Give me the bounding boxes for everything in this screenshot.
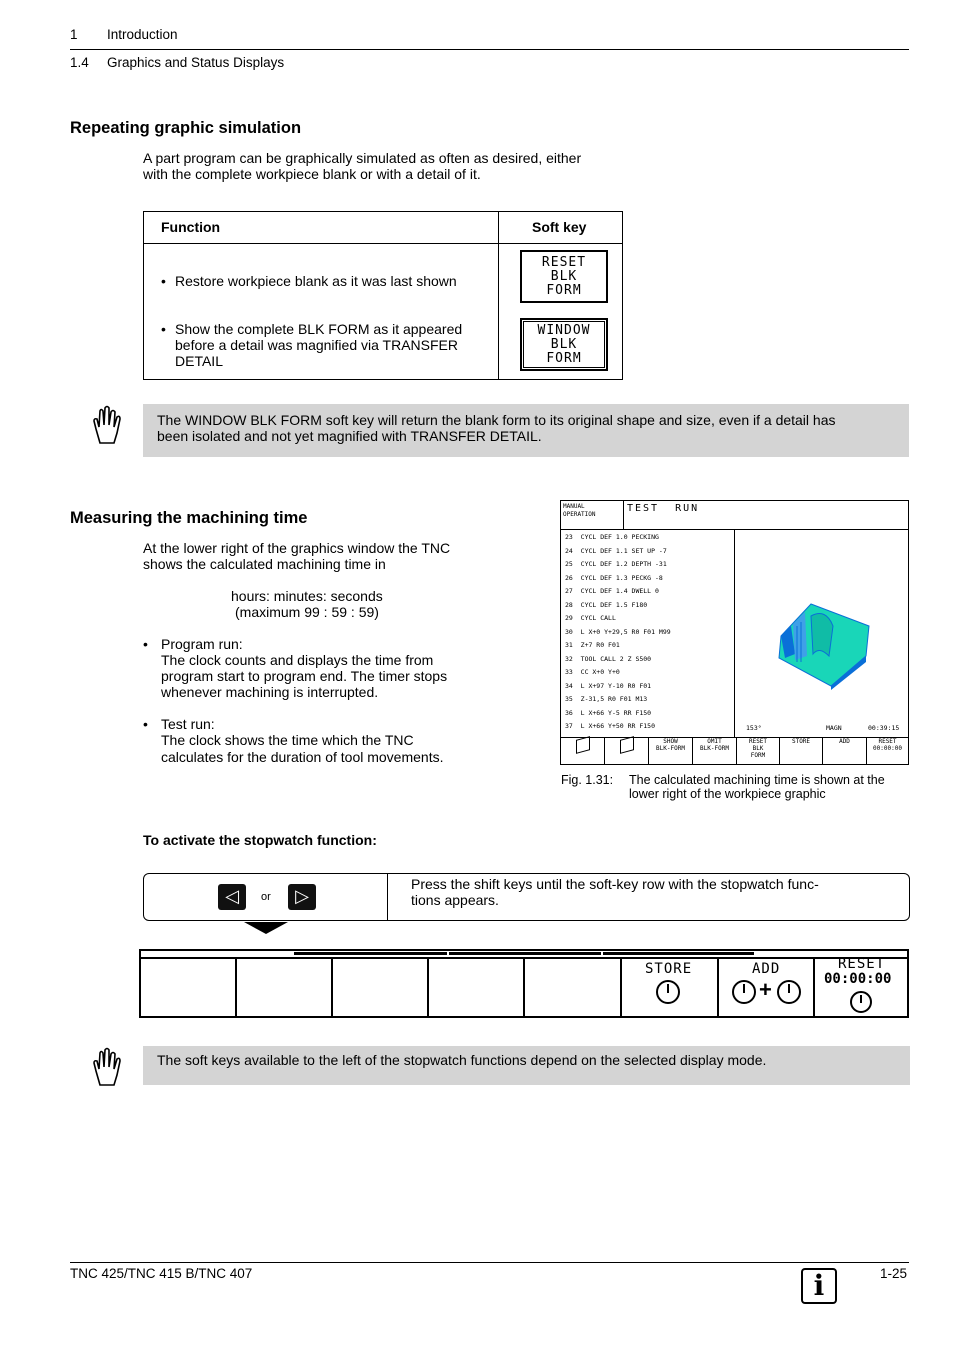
chapter-title: Introduction [107, 27, 178, 42]
instruction-line2: tions appears. [411, 892, 499, 908]
figure-softkey-label: ADD [839, 738, 850, 745]
figure-softkey-label: SHOW [663, 738, 678, 745]
program-line: 28 CYCL DEF 1.5 F180 [565, 600, 648, 609]
view-cube-icon [576, 736, 590, 754]
bar-gap [447, 951, 449, 956]
program-line: 30 L X+0 Y+29,5 R0 F01 M99 [565, 627, 671, 636]
figure-softkey-label: BLK-FORM [656, 745, 685, 752]
tnc-screen-figure [560, 500, 909, 765]
figure-softkey-label: 00:00:00 [873, 745, 902, 752]
shift-right-key[interactable]: ▷ [288, 884, 316, 910]
title-divider [623, 501, 624, 529]
function-table [143, 211, 623, 380]
window-blk-form-softkey[interactable] [520, 318, 608, 371]
program-line: 35 Z-31,5 R0 F01 M13 [565, 695, 648, 703]
measure-p1-line1: At the lower right of the graphics window the TNC [143, 540, 451, 556]
reset-label: RESET [838, 956, 886, 972]
figure-softkey[interactable] [692, 738, 736, 765]
softkey-label-line: FORM [546, 351, 582, 366]
figure-softkey[interactable] [822, 738, 866, 765]
program-run-line2: program start to program end. The timer stops [161, 668, 448, 684]
activate-heading: To activate the stopwatch function: [143, 832, 377, 848]
footer-rule [70, 1262, 909, 1263]
mode-line1: MANUAL [563, 503, 585, 510]
figure-softkey[interactable] [866, 738, 908, 765]
program-run-title: Program run: [161, 636, 243, 652]
figure-softkey[interactable] [779, 738, 822, 765]
figure-softkey[interactable] [561, 738, 604, 765]
figure-softkey-label: FORM [750, 752, 766, 759]
program-line: 36 L X+66 Y-5 RR F150 [565, 708, 652, 717]
table-header-function: Function [161, 219, 221, 235]
empty-softkey-3[interactable] [427, 959, 523, 1016]
program-run-line1: The clock counts and displays the time from [161, 652, 434, 668]
shift-left-key[interactable]: ◁ [218, 884, 246, 910]
mode-label [563, 503, 596, 519]
program-line: 33 CC X+0 Y+0 [565, 668, 620, 676]
row2-function-line3: DETAIL [175, 353, 223, 369]
instruction-line1: Press the shift keys until the soft-key row with the stopwatch func- [411, 876, 819, 892]
empty-softkey-4[interactable] [523, 959, 620, 1016]
bar-gap [601, 951, 603, 956]
stopwatch-softkey-row [139, 949, 909, 1018]
reset-clock-icon [850, 991, 872, 1013]
empty-softkey-2[interactable] [331, 959, 427, 1016]
header-rule [70, 49, 909, 50]
shift-keys-instruction-box [143, 873, 910, 921]
figure-caption-line1: The calculated machining time is shown at the [629, 773, 885, 787]
figure-softkey[interactable] [736, 738, 779, 765]
reset-time-label: 00:00:00 [824, 971, 892, 987]
program-line: 29 CYCL CALL [565, 614, 616, 622]
store-label: STORE [645, 961, 693, 977]
test-run-line2: calculates for the duration of tool movements. [161, 749, 444, 765]
add-label: ADD [752, 961, 781, 977]
program-line: 24 CYCL DEF 1.1 SET UP -7 [565, 546, 667, 555]
program-line: 34 L X+97 Y-10 R0 F01 [565, 681, 652, 690]
figure-softkey-label: STORE [791, 738, 811, 745]
time-format-line2: (maximum 99 : 59 : 59) [235, 604, 379, 620]
softkey-label-line: BLK [550, 337, 578, 352]
section-number: 1.4 [70, 55, 89, 70]
program-line: 32 TOOL CALL 2 Z S500 [565, 654, 652, 663]
chapter-number: 1 [70, 27, 78, 42]
arrow-down-icon [244, 922, 288, 934]
note-window-blk-form [143, 404, 909, 457]
table-header-softkey: Soft key [532, 219, 587, 235]
empty-softkey-1[interactable] [235, 959, 331, 1016]
softkey-label-line: BLK [550, 269, 578, 284]
repeat-intro-line2: with the complete workpiece blank or with a detail of it. [143, 166, 481, 182]
test-run-line1: The clock shows the time which the TNC [161, 732, 414, 748]
view-cube-icon [620, 736, 634, 754]
view-angle: 153° [746, 724, 762, 732]
test-run-title: Test run: [161, 716, 215, 732]
note-line1: The WINDOW BLK FORM soft key will return the blank form to its original shape and size, even if a detail has [157, 412, 836, 428]
softkey-label-line: FORM [546, 283, 582, 298]
softkey-row-top-bar [294, 952, 754, 955]
table-divider [498, 212, 499, 379]
program-run-line3: whenever machining is interrupted. [161, 684, 379, 700]
program-line: 27 CYCL DEF 1.4 DWELL 0 [565, 587, 659, 595]
figure-softkey[interactable] [604, 738, 648, 765]
note-hand-icon [90, 405, 124, 445]
mode-line2: OPERATION [563, 511, 596, 518]
program-line: 26 CYCL DEF 1.3 PECKG -8 [565, 573, 663, 582]
plus-icon: + [759, 977, 772, 1002]
section-title: Graphics and Status Displays [107, 55, 285, 70]
figure-softkey-label: OMIT [707, 738, 722, 745]
figure-caption-number: Fig. 1.31: [561, 773, 614, 787]
figure-softkey-label: BLK-FORM [700, 745, 729, 752]
program-line: 31 Z+7 R0 F01 [565, 641, 620, 649]
magn-label: MAGN [826, 724, 842, 732]
or-label: or [261, 891, 271, 903]
figure-softkey-label: BLK [752, 745, 764, 752]
repeat-intro-line1: A part program can be graphically simulated as often as desired, either [143, 150, 582, 166]
row1-function-text: Restore workpiece blank as it was last shown [175, 273, 457, 289]
footer-models: TNC 425/TNC 415 B/TNC 407 [70, 1266, 253, 1281]
program-line: 37 L X+66 Y+50 RR F150 [565, 722, 656, 730]
program-line: 25 CYCL DEF 1.2 DEPTH -31 [565, 560, 667, 568]
note-hand-icon [90, 1047, 124, 1087]
clock-icon [732, 980, 756, 1004]
clock-icon [656, 980, 680, 1004]
add-softkey[interactable] [717, 959, 813, 1016]
note-line2: been isolated and not yet magnified with TRANSFER DETAIL. [157, 428, 542, 444]
bullet-dot: • [161, 321, 166, 337]
reset-blk-form-softkey[interactable] [520, 250, 608, 303]
softkey-label-line: RESET [541, 255, 587, 270]
heading-machining-time: Measuring the machining time [70, 509, 308, 527]
program-line: 23 CYCL DEF 1.0 PECKING [565, 533, 659, 541]
footer-page-number: 1-25 [880, 1266, 908, 1281]
figure-softkey[interactable] [648, 738, 692, 765]
heading-repeating-simulation: Repeating graphic simulation [70, 119, 302, 137]
note-display-mode: The soft keys available to the left of the stopwatch functions depend on the selected display mode. [143, 1046, 910, 1085]
softkey-label-line: WINDOW [537, 323, 591, 338]
measure-p1-line2: shows the calculated machining time in [143, 556, 386, 572]
clock-icon [777, 980, 801, 1004]
program-divider [734, 529, 735, 738]
figure-softkey-label: RESET [748, 738, 768, 745]
reset-timer-softkey[interactable] [813, 956, 907, 1016]
bullet-dot: • [143, 636, 148, 652]
box-divider [387, 874, 388, 920]
info-icon: i [801, 1268, 837, 1304]
store-softkey[interactable] [620, 959, 717, 1016]
table-header-rule [144, 243, 622, 244]
figure-softkey-label: RESET [878, 738, 897, 745]
workpiece-graphic [771, 596, 876, 691]
screen-title: TEST RUN [627, 503, 700, 514]
machining-time-readout: 00:39:15 [868, 724, 900, 732]
bullet-dot: • [161, 273, 166, 289]
time-format-line1: hours: minutes: seconds [231, 588, 383, 604]
figure-caption-line2: lower right of the workpiece graphic [629, 787, 826, 801]
row2-function-line1: Show the complete BLK FORM as it appeared [175, 321, 463, 337]
bullet-dot: • [143, 716, 148, 732]
row2-function-line2: before a detail was magnified via TRANSFER [175, 337, 458, 353]
